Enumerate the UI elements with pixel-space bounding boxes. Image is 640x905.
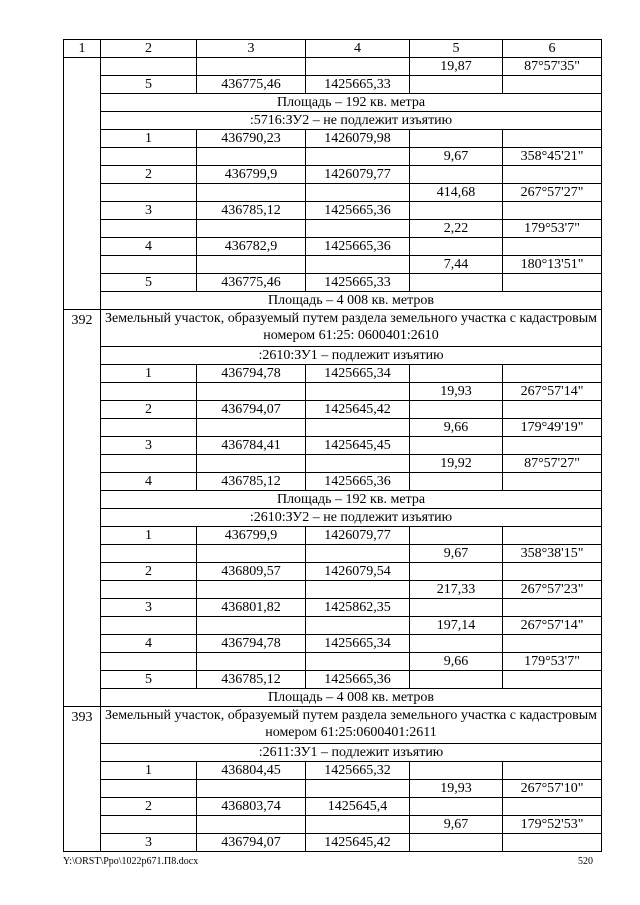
empty-cell xyxy=(306,383,410,401)
coord-y: 1425665,34 xyxy=(306,365,410,383)
table-row xyxy=(64,780,602,798)
coord-x: 436794,07 xyxy=(197,401,306,419)
point-number: 3 xyxy=(101,834,197,852)
point-number: 2 xyxy=(101,798,197,816)
coord-x: 436809,57 xyxy=(197,563,306,581)
table-row xyxy=(64,599,602,617)
empty-cell xyxy=(410,202,503,220)
coord-x: 436790,23 xyxy=(197,130,306,148)
table-row xyxy=(64,274,602,292)
caption-cell: Площадь – 4 008 кв. метров xyxy=(101,689,602,707)
header-cell: 6 xyxy=(503,40,602,58)
coord-y: 1425645,42 xyxy=(306,834,410,852)
title-row xyxy=(64,310,602,347)
coord-x: 436784,41 xyxy=(197,437,306,455)
empty-cell xyxy=(306,780,410,798)
empty-cell xyxy=(306,816,410,834)
coord-x: 436803,74 xyxy=(197,798,306,816)
table-row xyxy=(64,383,602,401)
coord-y: 1425665,36 xyxy=(306,238,410,256)
empty-cell xyxy=(197,220,306,238)
empty-cell xyxy=(503,473,602,491)
coord-x: 436799,9 xyxy=(197,527,306,545)
empty-cell xyxy=(101,780,197,798)
segment-angle: 179°53'7" xyxy=(503,653,602,671)
empty-cell xyxy=(101,383,197,401)
empty-cell xyxy=(101,148,197,166)
empty-cell xyxy=(503,274,602,292)
empty-cell xyxy=(503,798,602,816)
empty-cell xyxy=(101,184,197,202)
empty-cell xyxy=(101,617,197,635)
empty-cell xyxy=(306,419,410,437)
empty-cell xyxy=(306,455,410,473)
table-row xyxy=(64,762,602,780)
table-row xyxy=(64,58,602,76)
table-row xyxy=(64,202,602,220)
empty-cell xyxy=(503,76,602,94)
empty-cell xyxy=(306,545,410,563)
empty-cell xyxy=(410,798,503,816)
point-number: 3 xyxy=(101,202,197,220)
table-row xyxy=(64,581,602,599)
empty-cell xyxy=(306,184,410,202)
coord-x: 436775,46 xyxy=(197,76,306,94)
coord-y: 1425665,32 xyxy=(306,762,410,780)
empty-cell xyxy=(306,617,410,635)
empty-cell xyxy=(503,166,602,184)
table-row xyxy=(64,834,602,852)
coord-x: 436785,12 xyxy=(197,671,306,689)
section-number: 393 xyxy=(64,707,101,852)
point-number: 2 xyxy=(101,563,197,581)
empty-cell xyxy=(410,166,503,184)
segment-length: 217,33 xyxy=(410,581,503,599)
empty-cell xyxy=(503,527,602,545)
coord-x: 436785,12 xyxy=(197,202,306,220)
segment-angle: 267°57'14" xyxy=(503,617,602,635)
caption-cell: Площадь – 192 кв. метра xyxy=(101,94,602,112)
coord-y: 1426079,54 xyxy=(306,563,410,581)
coord-x: 436782,9 xyxy=(197,238,306,256)
segment-angle: 358°38'15" xyxy=(503,545,602,563)
segment-length: 19,93 xyxy=(410,780,503,798)
table-row xyxy=(64,184,602,202)
empty-cell xyxy=(410,635,503,653)
segment-length: 19,92 xyxy=(410,455,503,473)
point-number: 1 xyxy=(101,762,197,780)
coord-x: 436775,46 xyxy=(197,274,306,292)
table-row xyxy=(64,798,602,816)
empty-cell xyxy=(410,365,503,383)
empty-cell xyxy=(101,256,197,274)
empty-cell xyxy=(410,437,503,455)
caption-cell: :2610:ЗУ1 – подлежит изъятию xyxy=(101,347,602,365)
point-number: 4 xyxy=(101,238,197,256)
empty-cell xyxy=(197,816,306,834)
caption-row xyxy=(64,744,602,762)
empty-cell xyxy=(197,58,306,76)
empty-cell xyxy=(410,238,503,256)
table-row xyxy=(64,437,602,455)
segment-length: 19,87 xyxy=(410,58,503,76)
coord-y: 1425665,36 xyxy=(306,473,410,491)
point-number: 3 xyxy=(101,437,197,455)
coord-y: 1425665,34 xyxy=(306,635,410,653)
coord-x: 436804,45 xyxy=(197,762,306,780)
header-cell: 3 xyxy=(197,40,306,58)
empty-cell xyxy=(410,473,503,491)
coord-x: 436801,82 xyxy=(197,599,306,617)
coord-x: 436785,12 xyxy=(197,473,306,491)
coord-y: 1425665,33 xyxy=(306,274,410,292)
empty-cell xyxy=(503,202,602,220)
segment-length: 9,67 xyxy=(410,545,503,563)
header-cell: 4 xyxy=(306,40,410,58)
segment-length: 9,67 xyxy=(410,148,503,166)
coord-y: 1426079,98 xyxy=(306,130,410,148)
table-header-row xyxy=(64,40,602,58)
empty-cell xyxy=(503,238,602,256)
empty-cell xyxy=(101,58,197,76)
empty-cell xyxy=(410,130,503,148)
point-number: 4 xyxy=(101,473,197,491)
empty-cell xyxy=(410,834,503,852)
caption-row xyxy=(64,112,602,130)
point-number: 3 xyxy=(101,599,197,617)
empty-cell xyxy=(101,816,197,834)
segment-angle: 358°45'21" xyxy=(503,148,602,166)
table-row xyxy=(64,401,602,419)
caption-cell: Площадь – 192 кв. метра xyxy=(101,491,602,509)
segment-angle: 179°49'19" xyxy=(503,419,602,437)
coord-y: 1425665,36 xyxy=(306,671,410,689)
segment-angle: 267°57'23" xyxy=(503,581,602,599)
segment-angle: 179°53'7" xyxy=(503,220,602,238)
empty-cell xyxy=(503,365,602,383)
title-row xyxy=(64,707,602,744)
empty-cell xyxy=(197,148,306,166)
empty-cell xyxy=(101,455,197,473)
empty-cell xyxy=(410,401,503,419)
empty-cell xyxy=(503,599,602,617)
empty-cell xyxy=(503,762,602,780)
footer-page-number: 520 xyxy=(578,856,593,867)
segment-angle: 87°57'35" xyxy=(503,58,602,76)
empty-cell xyxy=(306,148,410,166)
segment-angle: 267°57'10" xyxy=(503,780,602,798)
empty-cell xyxy=(197,455,306,473)
coord-y: 1425665,36 xyxy=(306,202,410,220)
table-row xyxy=(64,473,602,491)
table-row xyxy=(64,220,602,238)
empty-cell xyxy=(197,581,306,599)
empty-cell xyxy=(503,635,602,653)
header-cell: 1 xyxy=(64,40,101,58)
point-number: 5 xyxy=(101,76,197,94)
header-cell: 5 xyxy=(410,40,503,58)
caption-row xyxy=(64,509,602,527)
empty-cell xyxy=(306,256,410,274)
coord-y: 1425645,45 xyxy=(306,437,410,455)
segment-length: 19,93 xyxy=(410,383,503,401)
caption-row xyxy=(64,94,602,112)
table-row xyxy=(64,76,602,94)
empty-cell xyxy=(410,762,503,780)
footer-file-path: Y:\ORST\Ppo\1022p671.П8.docx xyxy=(63,856,199,867)
empty-cell xyxy=(197,617,306,635)
empty-cell xyxy=(197,383,306,401)
point-number: 2 xyxy=(101,401,197,419)
coord-y: 1425645,42 xyxy=(306,401,410,419)
empty-cell xyxy=(503,671,602,689)
empty-cell xyxy=(197,545,306,563)
coord-x: 436794,78 xyxy=(197,365,306,383)
point-number: 4 xyxy=(101,635,197,653)
section-number xyxy=(64,58,101,310)
empty-cell xyxy=(197,184,306,202)
caption-cell: :2611:ЗУ1 – подлежит изъятию xyxy=(101,744,602,762)
table-row xyxy=(64,166,602,184)
caption-cell: :5716:ЗУ2 – не подлежит изъятию xyxy=(101,112,602,130)
segment-angle: 267°57'27" xyxy=(503,184,602,202)
table-row xyxy=(64,653,602,671)
segment-angle: 179°52'53" xyxy=(503,816,602,834)
empty-cell xyxy=(410,76,503,94)
point-number: 5 xyxy=(101,274,197,292)
table-row xyxy=(64,455,602,473)
table-row xyxy=(64,256,602,274)
empty-cell xyxy=(503,130,602,148)
empty-cell xyxy=(503,834,602,852)
empty-cell xyxy=(101,581,197,599)
empty-cell xyxy=(503,563,602,581)
empty-cell xyxy=(197,419,306,437)
table-row xyxy=(64,365,602,383)
empty-cell xyxy=(410,599,503,617)
table-row xyxy=(64,563,602,581)
table-row xyxy=(64,148,602,166)
point-number: 1 xyxy=(101,527,197,545)
segment-length: 197,14 xyxy=(410,617,503,635)
header-cell: 2 xyxy=(101,40,197,58)
segment-length: 9,67 xyxy=(410,816,503,834)
coord-x: 436794,07 xyxy=(197,834,306,852)
point-number: 1 xyxy=(101,365,197,383)
empty-cell xyxy=(197,256,306,274)
empty-cell xyxy=(410,563,503,581)
section-title: Земельный участок, образуемый путем раздела земельного участка с кадастровым номером 61:25: 0600401:2610 xyxy=(101,310,602,347)
caption-cell: Площадь – 4 008 кв. метров xyxy=(101,292,602,310)
point-number: 1 xyxy=(101,130,197,148)
empty-cell xyxy=(503,437,602,455)
empty-cell xyxy=(306,220,410,238)
coord-x: 436799,9 xyxy=(197,166,306,184)
empty-cell xyxy=(503,401,602,419)
empty-cell xyxy=(197,780,306,798)
caption-row xyxy=(64,689,602,707)
caption-row xyxy=(64,292,602,310)
table-row xyxy=(64,816,602,834)
segment-angle: 87°57'27" xyxy=(503,455,602,473)
coord-y: 1426079,77 xyxy=(306,166,410,184)
empty-cell xyxy=(197,653,306,671)
coord-y: 1426079,77 xyxy=(306,527,410,545)
empty-cell xyxy=(306,581,410,599)
table-row xyxy=(64,635,602,653)
segment-length: 7,44 xyxy=(410,256,503,274)
empty-cell xyxy=(410,274,503,292)
segment-angle: 180°13'51" xyxy=(503,256,602,274)
empty-cell xyxy=(101,419,197,437)
table-row xyxy=(64,671,602,689)
empty-cell xyxy=(101,545,197,563)
coord-y: 1425862,35 xyxy=(306,599,410,617)
caption-row xyxy=(64,347,602,365)
empty-cell xyxy=(306,653,410,671)
table-row xyxy=(64,238,602,256)
segment-length: 9,66 xyxy=(410,419,503,437)
coordinates-table xyxy=(63,39,602,852)
caption-row xyxy=(64,491,602,509)
empty-cell xyxy=(101,220,197,238)
empty-cell xyxy=(410,527,503,545)
section-title: Земельный участок, образуемый путем раздела земельного участка с кадастровым номером 61:25:0600401:2611 xyxy=(101,707,602,744)
coordinates-table-body xyxy=(64,40,602,852)
segment-length: 2,22 xyxy=(410,220,503,238)
coord-y: 1425645,4 xyxy=(306,798,410,816)
point-number: 5 xyxy=(101,671,197,689)
coord-y: 1425665,33 xyxy=(306,76,410,94)
table-row xyxy=(64,617,602,635)
empty-cell xyxy=(101,653,197,671)
coord-x: 436794,78 xyxy=(197,635,306,653)
caption-cell: :2610:ЗУ2 – не подлежит изъятию xyxy=(101,509,602,527)
segment-angle: 267°57'14" xyxy=(503,383,602,401)
segment-length: 9,66 xyxy=(410,653,503,671)
table-row xyxy=(64,527,602,545)
empty-cell xyxy=(306,58,410,76)
point-number: 2 xyxy=(101,166,197,184)
table-row xyxy=(64,545,602,563)
section-number: 392 xyxy=(64,310,101,707)
segment-length: 414,68 xyxy=(410,184,503,202)
table-row xyxy=(64,130,602,148)
empty-cell xyxy=(410,671,503,689)
table-row xyxy=(64,419,602,437)
